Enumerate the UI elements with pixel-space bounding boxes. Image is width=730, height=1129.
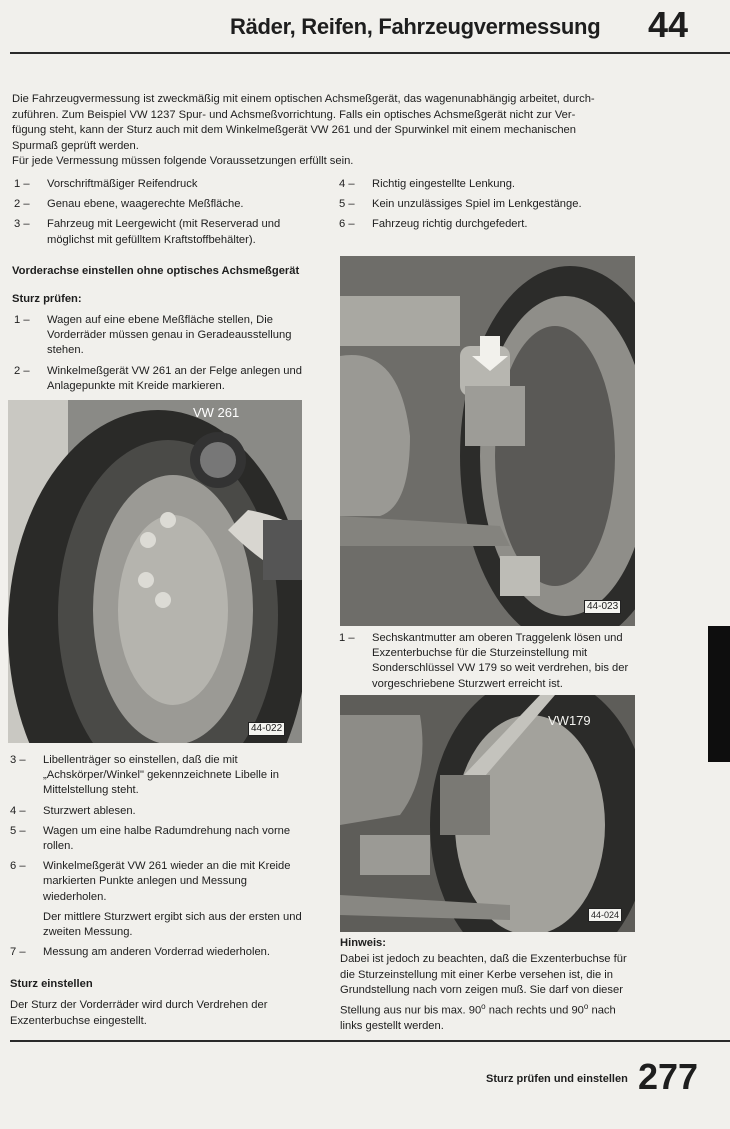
list-item: 5 – Wagen um eine halbe Radumdrehung nach vorne rollen.: [10, 824, 291, 853]
list-item: 3 – Fahrzeug mit Leergewicht (mit Reserverad und möglichst mit gefülltem Kraftstoffbehälter).: [14, 218, 281, 246]
wheel-photo: [8, 400, 302, 743]
header-rule: [10, 52, 730, 54]
steps-a: [12, 313, 312, 399]
hint-heading: Hinweis:: [340, 937, 387, 949]
intro-line: Die Fahrzeugvermessung ist zweckmäßig mit einem optischen Achsmeßgerät, das wagenunabhängig arbeitet, durch-: [12, 93, 595, 105]
eccentric-wrench-photo: [340, 695, 635, 932]
section-heading: Vorderachse einstellen ohne optisches Achsmeßgerät: [12, 265, 300, 277]
figure-label: 44-023: [584, 600, 621, 614]
list-item: 4 – Sturzwert ablesen.: [10, 804, 136, 817]
figure-label: 44-024: [588, 908, 622, 922]
chapter-number: 44: [648, 4, 689, 45]
chapter-thumb-tab: [708, 626, 730, 762]
list-item: 3 – Libellenträger so einstellen, daß die mit „Achskörper/Winkel" gekennzeichnete Libelle in Mittelstellung steht.: [10, 754, 279, 797]
tool-label-vw261: VW 261: [193, 405, 240, 420]
list-item: 5 – Kein unzulässiges Spiel im Lenkgestänge.: [339, 198, 582, 211]
right-step: [337, 631, 637, 697]
list-item: 7 – Messung am anderen Vorderrad wiederholen.: [10, 946, 270, 959]
figure-44-023: [340, 256, 635, 626]
list-item: 6 – Fahrzeug richtig durchgefedert.: [339, 218, 528, 231]
steps-b: [8, 753, 308, 965]
footer-rule: [10, 1040, 730, 1042]
page-number: 277: [638, 1056, 699, 1097]
list-item: 1 – Wagen auf eine ebene Meßfläche stellen, Die Vorderräder müssen genau in Geradeausstellung stehen.: [14, 314, 292, 357]
prerequisites-left: [12, 177, 322, 253]
footer-section-title: Sturz prüfen und einstellen: [486, 1073, 628, 1085]
subheading-sturz-einstellen: Sturz einstellen: [10, 978, 93, 990]
prerequisites-right: [337, 177, 637, 238]
subheading-sturz-pruefen: Sturz prüfen:: [12, 293, 82, 305]
list-item: 2 – Genau ebene, waagerechte Meßfläche.: [14, 198, 244, 211]
list-item: 4 – Richtig eingestellte Lenkung.: [339, 178, 516, 190]
tool-label-vw179: VW179: [548, 713, 591, 728]
intro-paragraph: [12, 92, 637, 170]
intro-line: Spurmaß geprüft werden.: [12, 139, 139, 152]
adjust-text: Der Sturz der Vorderräder wird durch Verdrehen der Exzenterbuchse eingestellt.: [10, 999, 268, 1027]
intro-line: fügung steht, kann der Sturz auch mit dem Winkelmeßgerät VW 261 und der Spurwinkel mit einem mechanischen: [12, 124, 576, 136]
intro-line: zuführen. Zum Beispiel VW 1237 Spur- und Achsmeßvorrichtung. Falls ein optisches Achsmeßgerät nicht zur Ver-: [12, 108, 576, 121]
hint-text: Dabei ist jedoch zu beachten, daß die Exzenterbuchse für die Sturzeinstellung mit einer Kerbe versehen ist, die in Grundstellung nach vorn zeigen muß. Sie darf von dieser Stellung aus nur bis max. 90$^o$ nach rechts und 90$^o$ nach links gestellt werden.: [340, 953, 627, 1032]
figure-44-022: [8, 400, 302, 743]
figure-44-024: [340, 695, 635, 932]
intro-line: Für jede Vermessung müssen folgende Voraussetzungen erfüllt sein.: [12, 155, 354, 167]
chapter-title: Räder, Reifen, Fahrzeugvermessung: [230, 14, 601, 39]
list-item: 2 – Winkelmeßgerät VW 261 an der Felge anlegen und Anlagepunkte mit Kreide markieren.: [14, 364, 302, 392]
list-item: 1 – Sechskantmutter am oberen Traggelenk lösen und Exzenterbuchse für die Sturzeinstellung mit Sonderschlüssel VW 179 so weit verdrehen, bis der vorgeschriebene Sturzwert erreicht ist.: [339, 632, 629, 690]
list-item-note: Der mittlere Sturzwert ergibt sich aus der ersten und zweiten Messung.: [43, 910, 302, 939]
list-item: 6 – Winkelmeßgerät VW 261 wieder an die mit Kreide markierten Punkte anlegen und Messung wiederholen.: [10, 860, 291, 903]
figure-label: 44-022: [248, 722, 285, 736]
suspension-photo: [340, 256, 635, 626]
list-item: 1 – Vorschriftmäßiger Reifendruck: [14, 178, 198, 190]
